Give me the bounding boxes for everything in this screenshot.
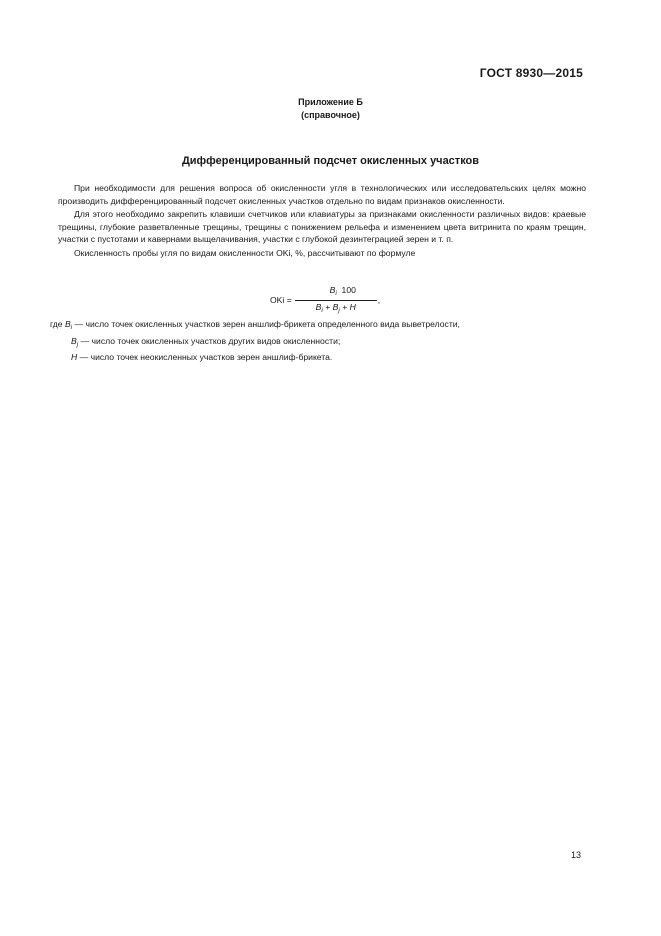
definition-var: B [64, 319, 71, 329]
formula-var: B [329, 285, 336, 295]
formula-fraction [295, 285, 377, 316]
annex-subtitle: (справочное) [301, 110, 360, 120]
formula-sub: i [321, 306, 323, 314]
definition-row [50, 351, 460, 364]
formula-number: 100 [341, 285, 356, 295]
document-code: ГОСТ 8930—2015 [479, 66, 583, 80]
paragraph: Для этого необходимо закрепить клавиши счетчиков или клавиатуры за признаками окисленности различных видов: краевые трещины, глубокие разветвленные трещины, трещины с понижением рельефа и изменением цвета витринита по краям трещин, участки с пустотами и кавернами выщелачивания, участки с глубокой дезинтеграцией зерен и т. п. [58, 209, 586, 244]
formula-operator: + [325, 301, 331, 312]
body-text [58, 182, 586, 259]
formula-var: H [349, 301, 356, 312]
formula-numerator [312, 285, 360, 300]
section-heading: Дифференцированный подсчет окисленных участков [181, 155, 480, 167]
formula-lhs: OKi = [270, 295, 292, 306]
formula [270, 285, 380, 316]
definition-text: — число точек окисленных участков других видов окисленности; [80, 335, 341, 346]
formula-end: , [377, 295, 381, 306]
definition-row [50, 318, 460, 335]
formula-var: B [315, 301, 322, 312]
definition-prefix: где [50, 319, 63, 329]
formula-var: B [332, 301, 339, 312]
paragraph: При необходимости для решения вопроса об окисленности угля в технологических или исследовательских целях можно производить дифференцированный подсчет окисленных участков отдельно по видам признаков окисленности. [58, 183, 586, 206]
definition-sub: i [70, 324, 73, 331]
definition-row [50, 335, 460, 352]
annex-title-block [0, 96, 661, 122]
page-number: 13 [570, 850, 581, 860]
definition-sub: j [76, 340, 79, 348]
formula-denominator [316, 301, 356, 316]
formula-operator: + [342, 301, 348, 312]
definitions-list [50, 318, 460, 364]
annex-title: Приложение Б [298, 97, 363, 107]
definition-var: B [71, 335, 77, 346]
definition-text: — число точек окисленных участков зерен аншлиф-брикета определенного вида выветрелости, [74, 319, 460, 329]
paragraph: Окисленность пробы угля по видам окисленности OKi, %, рассчитывают по формуле [74, 247, 416, 258]
formula-sub: i [335, 290, 337, 297]
definition-var: H [71, 352, 78, 362]
formula-sub: j [338, 306, 340, 314]
definition-text: — число точек неокисленных участков зерен аншлиф-брикета. [79, 352, 333, 362]
